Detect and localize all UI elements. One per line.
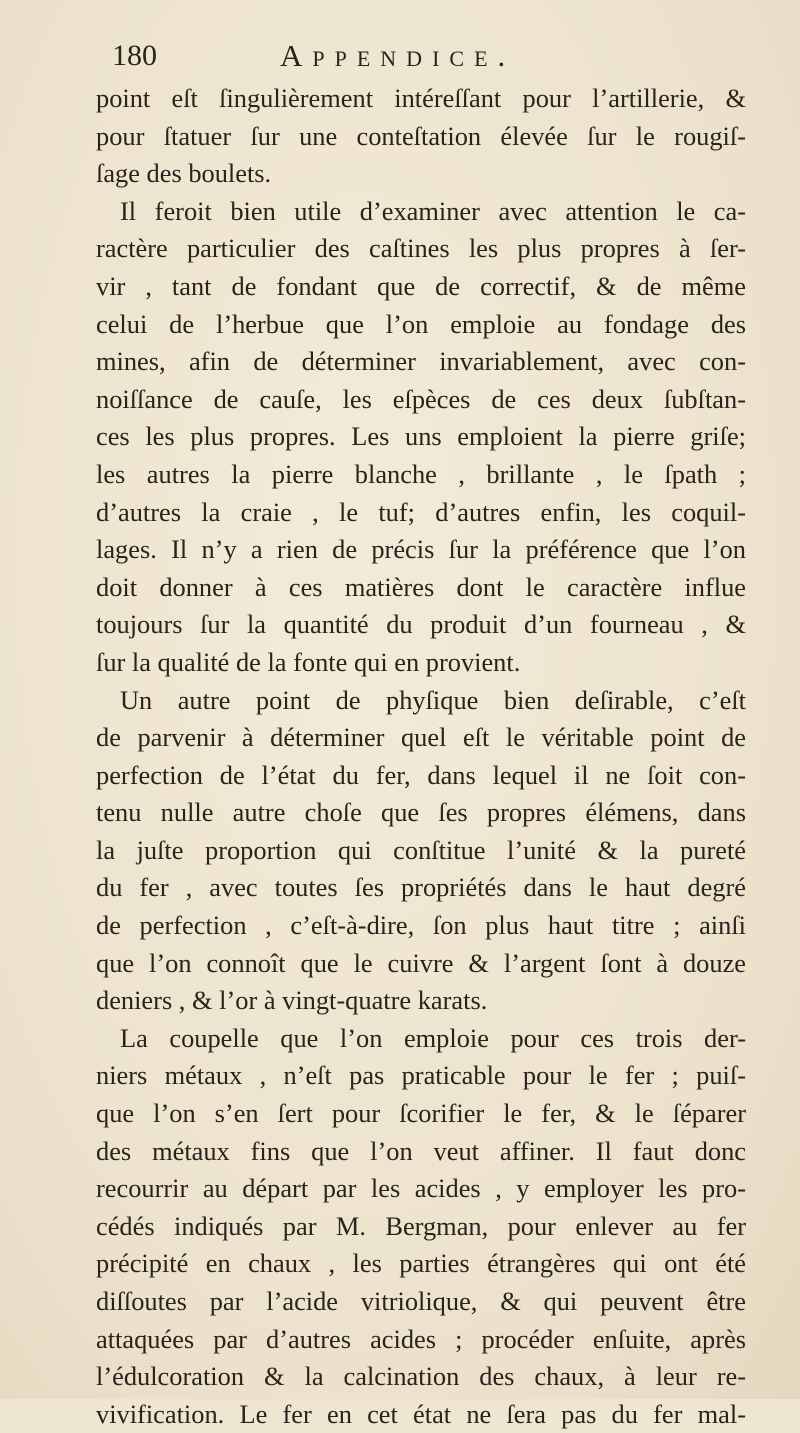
text-line: que l’on connoît que le cuivre & l’argent ſont à douze	[96, 947, 746, 978]
running-title: Appendice.	[280, 38, 516, 73]
text-line: ſur la qualité de la fonte qui en provient.	[96, 646, 521, 677]
text-line: point eſt ſingulièrement intéreſſant pour l’artillerie, &	[96, 83, 746, 113]
text-line: de parvenir à déterminer quel eſt le véritable point de	[96, 722, 746, 753]
text-line: lages. Il n’y a rien de précis ſur la préférence que l’on	[96, 534, 746, 565]
text-line: ſage des boulets.	[96, 158, 272, 189]
text-line: précipité en chaux , les parties étrangères qui ont été	[96, 1248, 746, 1279]
page-header	[112, 36, 732, 76]
text-line: l’édulcoration & la calcination des chaux, à leur re-	[96, 1361, 746, 1392]
text-line: que l’on s’en ſert pour ſcorifier le fer, & le ſéparer	[96, 1098, 746, 1129]
body-text	[96, 80, 746, 1433]
text-line: les autres la pierre blanche , brillante , le ſpath ;	[96, 458, 746, 489]
text-line: doit donner à ces matières dont le caractère influe	[96, 571, 746, 602]
text-line: mines, afin de déterminer invariablement, avec con-	[96, 346, 746, 377]
text-line: la juſte proportion qui conſtitue l’unité & la pureté	[96, 834, 746, 865]
text-line: de perfection , c’eſt-à-dire, ſon plus haut titre ; ainſi	[96, 910, 746, 941]
text-line: diſſoutes par l’acide vitriolique, & qui peuvent être	[96, 1286, 746, 1316]
text-line: ces les plus propres. Les uns emploient la pierre griſe;	[96, 421, 746, 452]
text-line: deniers , & l’or à vingt-quatre karats.	[96, 985, 488, 1016]
text-line: niers métaux , n’eſt pas praticable pour le fer ; puiſ-	[96, 1060, 746, 1091]
text-line: La coupelle que l’on emploie pour ces trois der-	[120, 1022, 746, 1053]
text-line: celui de l’herbue que l’on emploie au fondage des	[96, 308, 746, 339]
text-line: du fer , avec toutes ſes propriétés dans le haut degré	[96, 872, 746, 903]
text-line: vivification. Le fer en cet état ne ſera pas du fer mal-	[96, 1398, 746, 1429]
text-line: recourrir au départ par les acides , y employer les pro-	[96, 1173, 746, 1204]
text-line: Il feroit bien utile d’examiner avec attention le ca-	[120, 195, 746, 226]
text-line: cédés indiqués par M. Bergman, pour enlever au fer	[96, 1210, 746, 1241]
text-line: ractère particulier des caſtines les plus propres à ſer-	[96, 233, 746, 264]
text-line: tenu nulle autre choſe que ſes propres élémens, dans	[96, 797, 746, 828]
text-line: Un autre point de phyſique bien deſirable, c’eſt	[120, 684, 746, 715]
text-line: toujours ſur la quantité du produit d’un fourneau , &	[96, 609, 746, 640]
text-line: attaquées par d’autres acides ; procéder enſuite, après	[96, 1323, 746, 1354]
text-line: d’autres la craie , le tuf; d’autres enfin, les coquil-	[96, 496, 746, 527]
page-number: 180	[112, 39, 157, 72]
text-line: vir , tant de fondant que de correctif, & de même	[96, 270, 746, 301]
text-line: noiſſance de cauſe, les eſpèces de ces deux ſubſtan-	[96, 383, 746, 414]
text-line: pour ſtatuer ſur une conteſtation élevée ſur le rougiſ-	[96, 120, 746, 151]
text-line: des métaux fins que l’on veut affiner. Il faut donc	[96, 1135, 746, 1166]
text-line: perfection de l’état du fer, dans lequel il ne ſoit con-	[96, 759, 746, 790]
